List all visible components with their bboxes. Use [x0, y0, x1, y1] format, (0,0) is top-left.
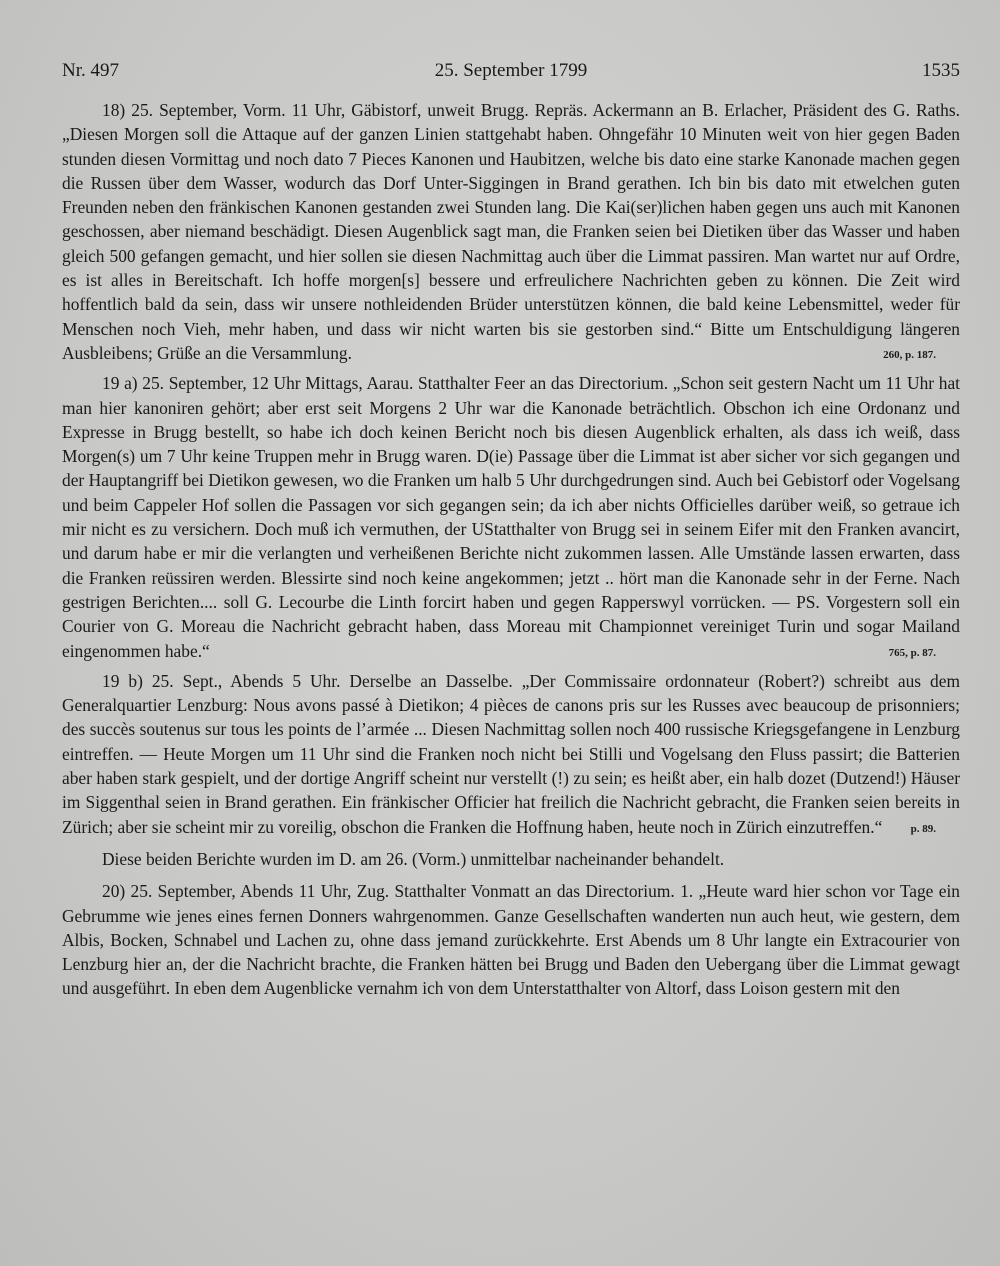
header-date: 25. September 1799	[434, 60, 588, 81]
entry-19b	[62, 669, 960, 841]
page-body	[62, 98, 960, 1005]
editorial-note: Diese beiden Berichte wurden im D. am 26. (Vorm.) unmittelbar nacheinander behandelt.	[102, 848, 725, 869]
entry-text: 19 b) 25. Sept., Abends 5 Uhr. Derselbe an Dasselbe. „Der Commissaire ordonnateur (Robert?) schreibt aus dem Generalquartier Lenzburg: Nous avons passé à Dietikon; 4 pièces de canons pris sur les Russes avec beaucoup de prisonniers; des succès soutenus sur tous les points de l’armée ... Diesen Nachmittag sollen noch 400 russische Kriegsgefangene in Lenzburg eintreffen. — Heute Morgen um 11 Uhr sind die Franken noch nicht bei Stilli und Vogelsang den Fluss passirt; die Batterien aber haben stark gespielt, und der dortige Angriff scheint nur verstellt (!) zu sein; es heißt aber, ein halb dozet (Dutzend!) Häuser im Siggenthal seien in Brand gerathen. Ein fränkischer Officier hat freilich die Nachricht gebracht, die Franken seien bereits in Zürich; aber sie scheint mir zu voreilig, obschon die Franken die Hoffnung haben, heute noch in Zürich einzutreffen.“	[62, 670, 960, 837]
source-citation: p. 89.	[910, 822, 936, 835]
entry-19a	[62, 371, 960, 665]
document-number: Nr. 497	[62, 60, 119, 81]
entry-text: 19 a) 25. September, 12 Uhr Mittags, Aarau. Statthalter Feer an das Directorium. „Schon seit gestern Nacht um 11 Uhr hat man hier kanoniren gehört; aber erst seit Morgens 2 Uhr war die Kanonade beträchtlich. Obschon ich eine Ordonanz und Expresse in Brugg bestellt, so habe ich doch keinen Bericht noch bis diesen Augenblick erhalten, als dass ich weiß, dass Morgen(s) um 7 Uhr keine Truppen mehr in Brugg waren. D(ie) Passage über die Limmat ist aber sicher vor sich gegangen und der Hauptangriff bei Dietikon gewesen, wo die Franken um halb 5 Uhr durchgedrungen sind. Auch bei Gebistorf oder Vogelsang und beim Cappeler Hof sollen die Passagen vor sich gegangen sein; da ich aber nichts Officielles darüber weiß, so getraue ich mir nicht es zu versichern. Doch muß ich vermuthen, der UStatthalter von Brugg sei in seinem Eifer mit den Franken avancirt, und darum habe er mir die verlangten und verheißenen Berichte nicht zukommen lassen. Alle Umstände lassen erwarten, dass die Franken reüssiren werden. Blessirte sind noch keine angekommen; jetzt .. hört man die Kanonade sehr in der Ferne. Nach gestrigen Berichten.... soll G. Lecourbe die Linth forcirt haben und gegen Rapperswyl vorrücken. — PS. Vorgestern soll ein Courier von G. Moreau die Nachricht gebracht haben, dass Moreau mit Championnet vereiniget Turin und sogar Mailand eingenommen habe.“	[62, 373, 960, 661]
entry-text: 18) 25. September, Vorm. 11 Uhr, Gäbistorf, unweit Brugg. Repräs. Ackermann an B. Erlacher, Präsident des G. Raths. „Diesen Morgen soll die Attaque auf der ganzen Linien stattgehabt haben. Ohngefähr 10 Minuten weit von hier gegen Baden stunden diesen Vormittag und noch dato 7 Pieces Kanonen und Haubitzen, welche bis dato eine starke Kanonade machen gegen die Russen über dem Wasser, wodurch das Dorf Unter-Siggingen in Brand gerathen. Ich bin bis dato mit etwelchen guten Freunden neben den fränkischen Kanonen gestanden zwei Stunden lang. Die Kai(ser)lichen haben gegen uns auch mit Kanonen geschossen, aber niemand beschädigt. Diesen Augenblick sagt man, die Franken seien bei Dietiken über das Wasser und haben gleich 500 gefangen gemacht, und hier sollen sie diesen Nachmittag auch über die Limmat passiren. Man wartet nur auf Ordre, es ist alles in Bereitschaft. Ich hoffe morgen[s] bessere und erfreulichere Nachrichten geben zu können. Die Zeit wird hoffentlich bald da sein, dass wir unsere nothleidenden Brüder unterstützen können, die bald keine Lebensmittel, weder für Menschen noch Vieh, mehr haben, und dass wir nicht warten bis sie gestorben sind.“ Bitte um Entschuldigung längeren Ausbleibens; Grüße an die Versammlung.	[62, 100, 960, 363]
running-header	[62, 60, 960, 84]
entry-text: 20) 25. September, Abends 11 Uhr, Zug. Statthalter Vonmatt an das Directorium. 1. „Heute ward hier schon vor Tage ein Gebrumme wie jenes eines fernen Donners wahrgenommen. Ganze Gesellschaften wanderten nun auch heut, wie gestern, dem Albis, Bocken, Schnabel und Lachen zu, ohne dass jemand zurückkehrte. Erst Abends um 8 Uhr langte ein Extracourier von Lenzburg hier an, der die Nachricht brachte, die Franken hätten bei Brugg und Baden den Uebergang über die Limmat gewagt und ausgeführt. In eben dem Augenblicke vernahm ich von dem Unterstatthalter von Altorf, dass Loison gestern mit den	[62, 881, 960, 999]
page-number: 1535	[922, 60, 960, 81]
source-citation: 765, p. 87.	[888, 646, 936, 659]
entry-20	[62, 879, 960, 1000]
entry-18	[62, 98, 960, 367]
source-citation: 260, p. 187.	[883, 349, 936, 362]
